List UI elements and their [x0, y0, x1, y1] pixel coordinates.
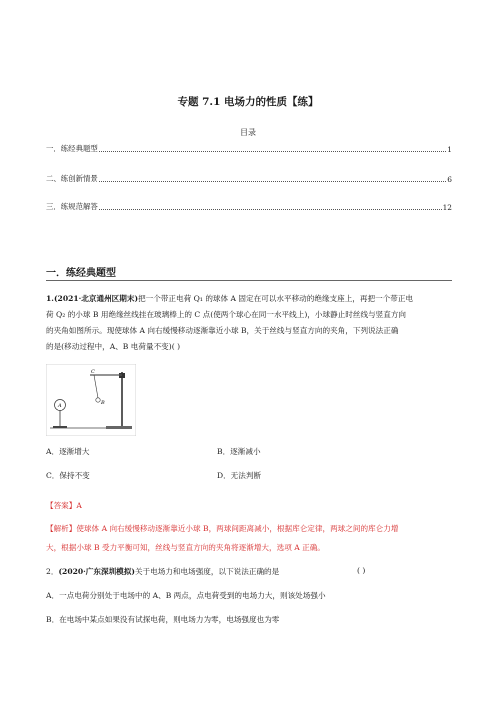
- toc-entry-label: 一．练经典题型: [46, 144, 98, 153]
- q1-answer: 【答案】A: [46, 501, 82, 510]
- silk-thread: [94, 375, 98, 398]
- q2-stem: 关于电场力和电场强度，以下说法正确的是: [134, 567, 280, 576]
- toc-leader-dots: [99, 150, 447, 152]
- toc-entry-1[interactable]: [46, 143, 452, 154]
- stand-base: [106, 426, 132, 429]
- analysis-text-1: 使球体 A 向右缓慢移动逐渐靠近小球 B，两球间距离减小，根据库仑定律，两球之间的库仑力增: [76, 524, 399, 533]
- toc-entry-page: 12: [442, 203, 452, 212]
- q1-stem-text: 把一个带正电荷 Q₁ 的球体 A 固定在可以水平移动的绝缘支座上，再把一个带正电: [138, 294, 414, 303]
- q1-figure: [46, 364, 136, 436]
- q2-option-a[interactable]: A．一点电荷分别处于电场中的 A、B 两点，点电荷受到的电场力大，则该处场强小: [46, 591, 326, 600]
- q1-option-a[interactable]: A．逐渐增大: [46, 447, 90, 456]
- toc-entry-3[interactable]: [46, 201, 452, 212]
- section-heading: 一．练经典题型: [46, 268, 116, 279]
- q1-number: 1.: [46, 294, 54, 303]
- toc-entry-page: 1: [447, 145, 452, 154]
- q2-line-1: [46, 566, 279, 577]
- toc-leader-dots: [99, 180, 447, 182]
- q2-source: (2020·广东深圳模拟): [58, 567, 135, 576]
- ball-b: [96, 398, 100, 402]
- q1-line-4: 的是(移动过程中，A、B 电荷量不变)( ): [46, 342, 181, 351]
- q1-source: (2021·北京通州区期末): [53, 294, 139, 303]
- q1-line-1: [46, 293, 413, 304]
- insulating-base: [53, 426, 67, 428]
- label-c: C: [91, 369, 95, 375]
- q1-option-d[interactable]: D．无法判断: [217, 471, 262, 480]
- toc-entry-2[interactable]: [46, 173, 452, 184]
- toc-heading: 目录: [240, 128, 256, 137]
- label-b: B: [101, 400, 105, 406]
- q1-option-b[interactable]: B．逐渐减小: [217, 447, 261, 456]
- q2-paren: ( ): [357, 566, 366, 575]
- q2-option-b[interactable]: B．在电场中某点如果没有试探电荷，则电场力为零，电场强度也为零: [46, 615, 280, 624]
- analysis-label: 【解析】: [46, 524, 77, 533]
- toc-entry-page: 6: [447, 175, 452, 184]
- page-title: 专题 7.1 电场力的性质【练】: [177, 96, 319, 108]
- toc-entry-label: 二、练创新情景: [46, 174, 98, 183]
- q1-line-3: 的夹角如图所示。现使球体 A 向右缓慢移动逐渐靠近小球 B，关于丝线与竖直方向的夹角，下列说法正确: [46, 326, 399, 335]
- q1-analysis-line-2: 大，根据小球 B 受力平衡可知，丝线与竖直方向的夹角将逐渐增大，选项 A 正确。: [46, 543, 325, 552]
- section-divider: [46, 280, 452, 281]
- toc-entry-label: 三．练规范解答: [46, 202, 98, 211]
- toc-leader-dots: [99, 208, 442, 210]
- q1-analysis-line-1: [46, 523, 398, 534]
- q2-number: 2．: [46, 567, 59, 576]
- q1-line-2: 荷 Q₂ 的小球 B 用绝缘丝线挂在玻璃棒上的 C 点(使两个球心在同一水平线上)，小球静止时丝线与竖直方向: [46, 310, 407, 319]
- label-a: A: [58, 403, 62, 409]
- q1-option-c[interactable]: C．保持不变: [46, 471, 90, 480]
